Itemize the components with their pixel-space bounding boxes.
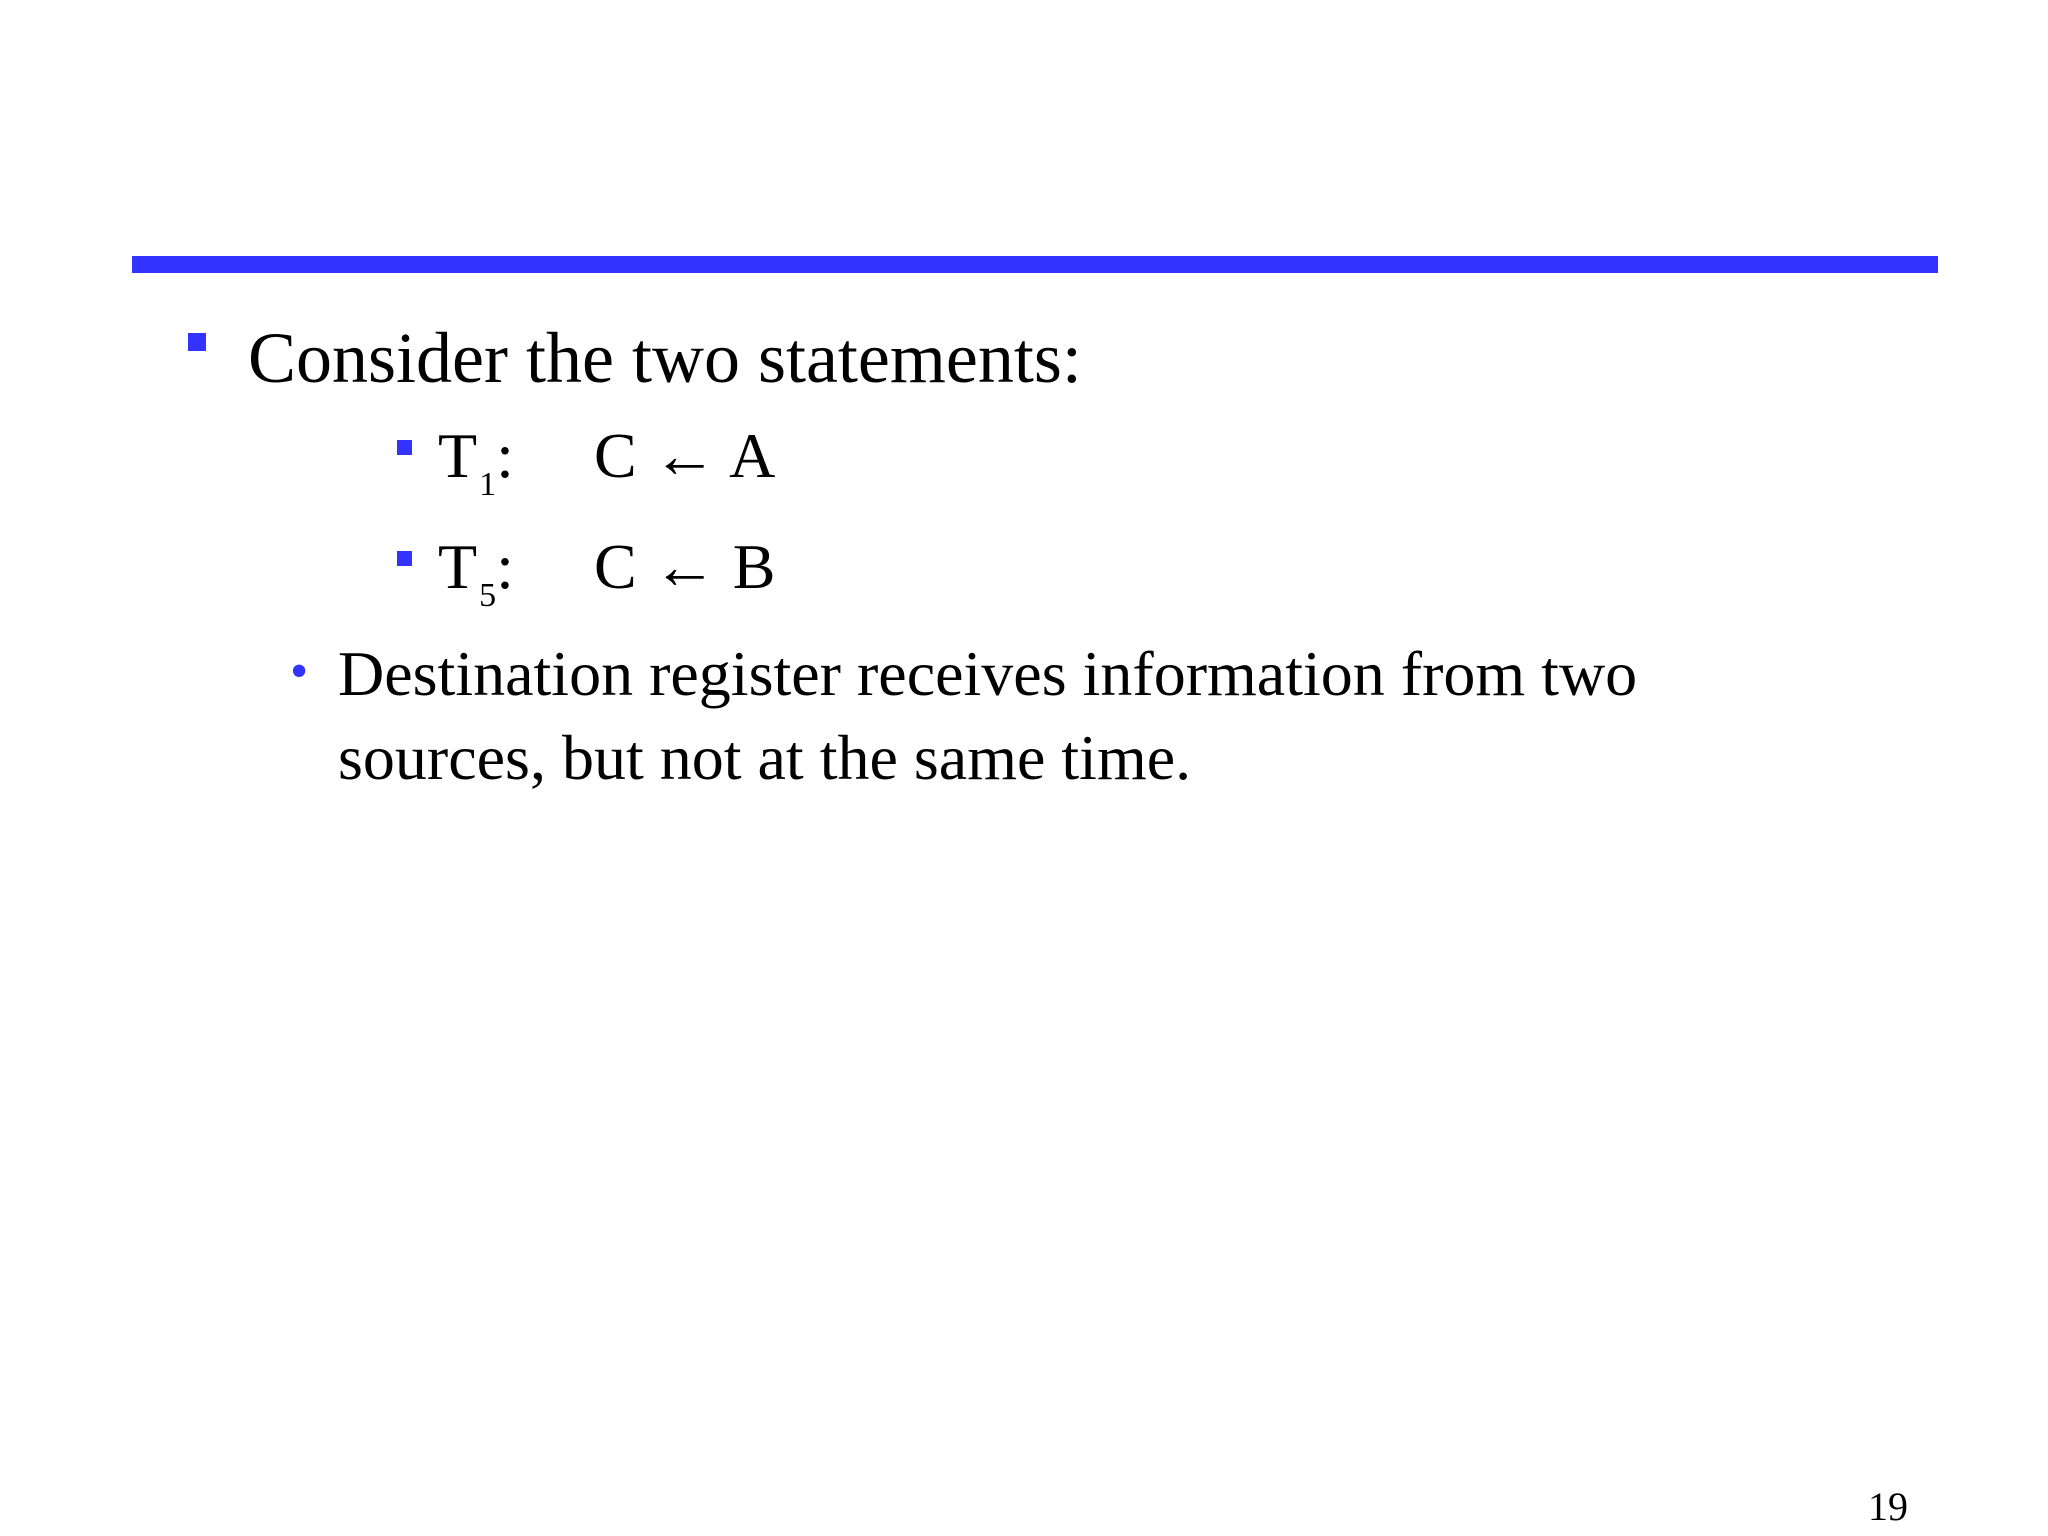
bullet-dot: •: [290, 643, 309, 700]
main-bullet-text: Consider the two statements:: [248, 318, 1082, 398]
statement-subscript: 1: [479, 466, 497, 503]
statement-term: T: [438, 420, 478, 491]
statement-colon: :: [496, 531, 514, 602]
detail-bullet-text: Destination register receives information from two sources, but not at the same time.: [338, 638, 1638, 793]
statement-term: T: [438, 531, 478, 602]
page-number: 19: [1868, 1484, 1908, 1529]
bullet-marker: [397, 551, 412, 566]
title-divider: [132, 256, 1938, 273]
statement-label: [438, 531, 514, 614]
bullet-marker: [188, 333, 206, 351]
statement-subscript: 5: [479, 577, 497, 614]
statement-expression: C ← B: [594, 531, 776, 602]
statement-expression: C ← A: [594, 420, 776, 491]
statement-label: [438, 420, 514, 503]
statement-colon: :: [496, 420, 514, 491]
bullet-marker: [397, 440, 412, 455]
